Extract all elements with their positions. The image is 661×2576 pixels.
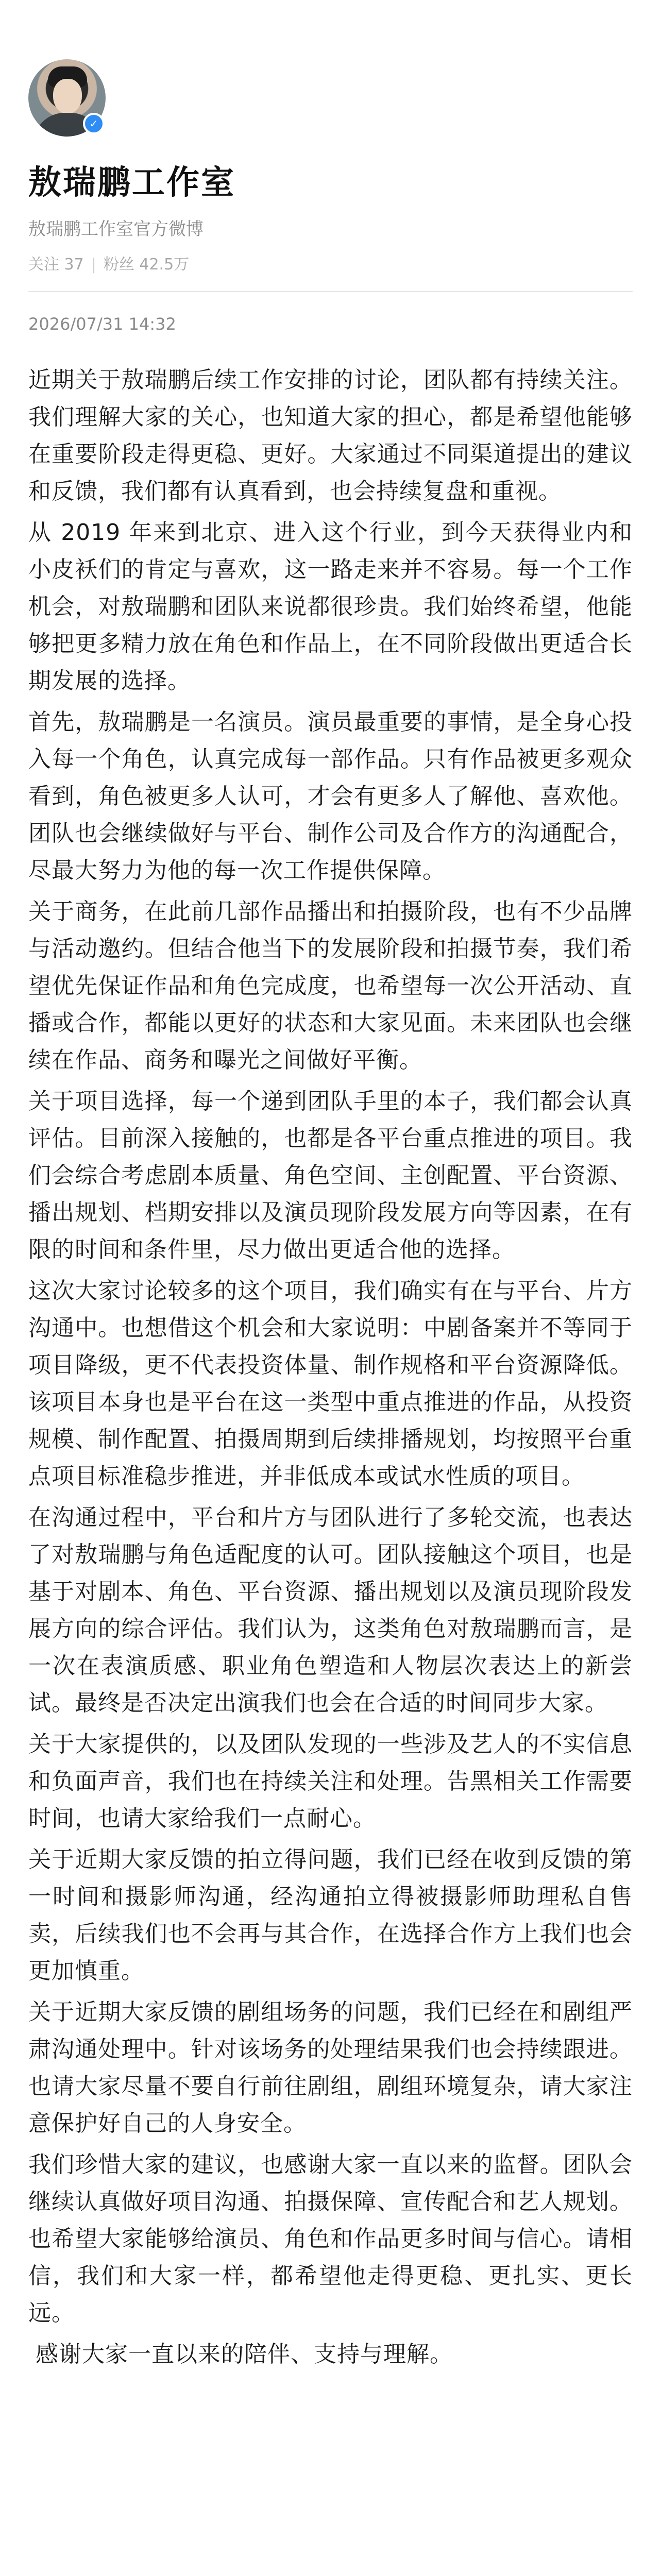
post-paragraph-2: 从 2019 年来到北京、进入这个行业，到今天获得业内和小皮袄们的肯定与喜欢，这一路走来并不容易。每一个工作机会，对敖瑞鹏和团队来说都很珍贵。我们始终希望，他能够把更多精力放在角色和作品上，在不同阶段做出更适合长期发展的选择。 xyxy=(28,519,633,694)
post-timestamp: 2026/07/31 14:32 xyxy=(28,314,176,334)
post-paragraph-1: 近期关于敖瑞鹏后续工作安排的讨论，团队都有持续关注。我们理解大家的关心，也知道大家的担心，都是希望他能够在重要阶段走得更稳、更好。大家通过不同渠道提出的建议和反馈，我们都有认真看到，也会持续复盘和重视。 xyxy=(28,367,633,504)
stats-separator: | xyxy=(91,256,96,274)
post-paragraph-8: 关于大家提供的，以及团队发现的一些涉及艺人的不实信息和负面声音，我们也在持续关注和处理。告黑相关工作需要时间，也请大家给我们一点耐心。 xyxy=(28,1731,633,1832)
post-paragraph-12: 感谢大家一直以来的陪伴、支持与理解。 xyxy=(36,2341,453,2367)
post-paragraph-10: 关于近期大家反馈的剧组场务的问题，我们已经在和剧组严肃沟通处理中。针对该场务的处理结果我们也会持续跟进。也请大家尽量不要自行前往剧组，剧组环境复杂，请大家注意保护好自己的人身安全。 xyxy=(28,1999,633,2137)
profile-stats xyxy=(28,251,636,274)
post-paragraph-9: 关于近期大家反馈的拍立得问题，我们已经在收到反馈的第一时间和摄影师沟通，经沟通拍立得被摄影师助理私自售卖，后续我们也不会再与其合作，在选择合作方上我们也会更加慎重。 xyxy=(28,1846,633,1984)
profile-description: 敖瑞鹏工作室官方微博 xyxy=(28,219,204,240)
post-paragraph-7: 在沟通过程中，平台和片方与团队进行了多轮交流，也表达了对敖瑞鹏与角色适配度的认可。团队接触这个项目，也是基于对剧本、角色、平台资源、播出规划以及演员现阶段发展方向的综合评估。我们认为，这类角色对敖瑞鹏而言，是一次在表演质感、职业角色塑造和人物层次表达上的新尝试。最终是否决定出演我们也会在合适的时间同步大家。 xyxy=(28,1504,633,1716)
header-divider xyxy=(28,291,633,292)
avatar-container[interactable] xyxy=(28,59,106,137)
profile-header xyxy=(28,59,636,274)
post-paragraph-4: 关于商务，在此前几部作品播出和拍摄阶段，也有不少品牌与活动邀约。但结合他当下的发展阶段和拍摄节奏，我们希望优先保证作品和角色完成度，也希望每一次公开活动、直播或合作，都能以更好的状态和大家见面。未来团队也会继续在作品、商务和曝光之间做好平衡。 xyxy=(28,899,633,1073)
post-paragraph-6: 这次大家讨论较多的这个项目，我们确实有在与平台、片方沟通中。也想借这个机会和大家说明：中剧备案并不等同于项目降级，更不代表投资体量、制作规格和平台资源降低。该项目本身也是平台在这一类型中重点推进的作品，从投资规模、制作配置、拍摄周期到后续排播规划，均按照平台重点项目标准稳步推进，并非低成本或试水性质的项目。 xyxy=(28,1278,633,1489)
post-paragraph-3: 首先，敖瑞鹏是一名演员。演员最重要的事情，是全身心投入每一个角色，认真完成每一部作品。只有作品被更多观众看到，角色被更多人认可，才会有更多人了解他、喜欢他。团队也会继续做好与平台、制作公司及合作方的沟通配合，尽最大努力为他的每一次工作提供保障。 xyxy=(28,709,633,884)
following-count[interactable]: 关注 37 xyxy=(28,256,84,274)
profile-name[interactable]: 敖瑞鹏工作室 xyxy=(28,164,235,202)
followers-count[interactable]: 粉丝 42.5万 xyxy=(103,256,190,274)
verified-check-icon: ✓ xyxy=(83,113,105,134)
post-paragraph-5: 关于项目选择，每一个递到团队手里的本子，我们都会认真评估。目前深入接触的，也都是各平台重点推进的项目。我们会综合考虑剧本质量、角色空间、主创配置、平台资源、播出规划、档期安排以及演员现阶段发展方向等因素，在有限的时间和条件里，尽力做出更适合他的选择。 xyxy=(28,1088,633,1263)
post-content xyxy=(28,362,633,2377)
post-paragraph-11: 我们珍惜大家的建议，也感谢大家一直以来的监督。团队会继续认真做好项目沟通、拍摄保障、宣传配合和艺人规划。也希望大家能够给演员、角色和作品更多时间与信心。请相信，我们和大家一样，都希望他走得更稳、更扎实、更长远。 xyxy=(28,2151,633,2326)
